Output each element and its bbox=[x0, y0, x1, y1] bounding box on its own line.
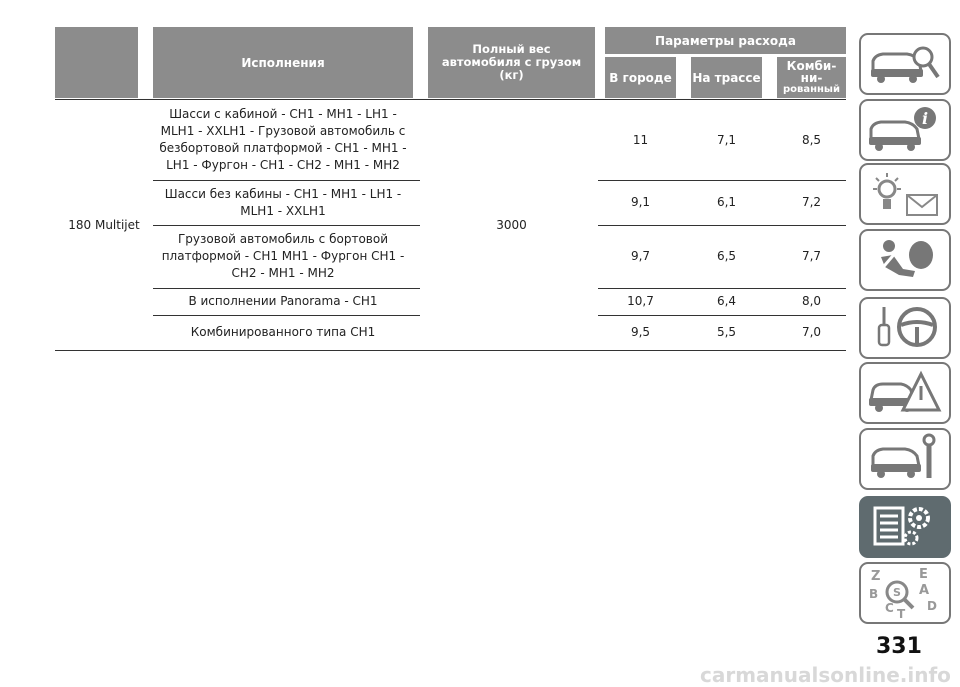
row-5-city: 9,5 bbox=[630, 324, 651, 339]
table-row-3-version bbox=[148, 226, 418, 287]
row-3-city: 9,7 bbox=[630, 249, 651, 263]
row-2-highway: 6,1 bbox=[716, 195, 737, 209]
header-divider bbox=[605, 55, 846, 56]
table-bottom-line bbox=[55, 350, 846, 351]
alphabet-index-icon bbox=[861, 564, 949, 622]
row-1-city: 11 bbox=[632, 132, 649, 147]
index-letter-t: T bbox=[897, 607, 906, 621]
header-highway: На трассе bbox=[691, 57, 762, 98]
side-tab-5[interactable] bbox=[859, 297, 951, 359]
car-wrench-icon bbox=[861, 430, 949, 488]
row-1-version-line-2: MLH1 - XXLH1 - Грузовой автомобиль с bbox=[160, 124, 406, 138]
header-combined bbox=[777, 57, 846, 98]
row-divider-values-2 bbox=[598, 225, 846, 226]
header-version: Исполнения bbox=[153, 27, 413, 98]
table-row-2-version bbox=[148, 181, 418, 224]
row-1-version-line-3: безбортовой платформой - CH1 - MH1 - bbox=[159, 141, 407, 155]
index-letter-s: S bbox=[893, 586, 901, 599]
row-divider-values-4 bbox=[598, 315, 846, 316]
row-1-version-line-4: LH1 - Фургон - CH1 - CH2 - MH1 - MH2 bbox=[166, 158, 400, 172]
specs-gears-icon bbox=[861, 498, 949, 556]
row-3-version-line-1: Грузовой автомобиль с бортовой bbox=[177, 232, 388, 246]
side-tab-3[interactable] bbox=[859, 163, 951, 225]
svg-text:i: i bbox=[921, 109, 929, 128]
page-number: 331 bbox=[876, 634, 922, 659]
index-letter-d: D bbox=[927, 599, 937, 613]
header-weight-line-2: автомобиля с грузом bbox=[441, 55, 582, 69]
header-engine-cell bbox=[55, 27, 138, 98]
row-1-combined: 8,5 bbox=[801, 132, 822, 147]
row-2-version-line-2: MLH1 - XXLH1 bbox=[240, 203, 326, 218]
car-info-icon bbox=[861, 101, 949, 159]
side-tab-7[interactable] bbox=[859, 428, 951, 490]
table-row-4-version: В исполнении Panorama - CH1 bbox=[188, 294, 378, 308]
header-city: В городе bbox=[605, 57, 676, 98]
row-4-highway: 6,4 bbox=[716, 294, 737, 308]
weight-cell: 3000 bbox=[496, 217, 527, 232]
header-weight bbox=[428, 27, 595, 98]
row-1-version-line-1: Шасси с кабиной - CH1 - MH1 - LH1 - bbox=[169, 107, 397, 121]
row-1-highway: 7,1 bbox=[716, 132, 737, 147]
side-tab-2[interactable] bbox=[859, 99, 951, 161]
row-divider-version-4 bbox=[153, 315, 420, 316]
key-steering-wheel-icon bbox=[861, 299, 949, 357]
side-tab-8-active[interactable] bbox=[859, 496, 951, 558]
index-letter-z: Z bbox=[871, 569, 881, 584]
row-5-highway: 5,5 bbox=[716, 324, 737, 339]
row-divider-version-3 bbox=[153, 288, 420, 289]
side-tab-1[interactable] bbox=[859, 33, 951, 95]
index-letter-c: C bbox=[885, 601, 894, 615]
header-combined-bottom: рованный bbox=[783, 83, 840, 95]
header-bottom-line bbox=[55, 99, 846, 100]
row-divider-values-1 bbox=[598, 180, 846, 181]
row-divider-values-3 bbox=[598, 288, 846, 289]
row-3-combined: 7,7 bbox=[801, 249, 822, 263]
side-tab-9[interactable] bbox=[859, 562, 951, 624]
row-3-version-line-2: платформой - CH1 MH1 - Фургон CH1 - bbox=[161, 249, 405, 263]
side-tab-6[interactable] bbox=[859, 362, 951, 424]
header-weight-line-1: Полный вес bbox=[472, 42, 551, 56]
row-5-combined: 7,0 bbox=[801, 324, 822, 339]
row-2-version-line-1: Шасси без кабины - CH1 - MH1 - LH1 - bbox=[164, 186, 402, 201]
row-2-combined: 7,2 bbox=[801, 195, 822, 209]
airbag-passenger-icon bbox=[861, 231, 949, 289]
row-divider-version-2 bbox=[153, 225, 420, 226]
header-consumption-params: Параметры расхода bbox=[605, 27, 846, 54]
engine-cell: 180 Multijet bbox=[68, 217, 140, 232]
header-weight-line-3: (кг) bbox=[499, 68, 524, 82]
row-divider-version-1 bbox=[153, 180, 420, 181]
watermark: carmanualsonline.info bbox=[700, 663, 951, 687]
car-search-icon bbox=[861, 35, 949, 93]
table-row-5-version: Комбинированного типа CH1 bbox=[190, 324, 376, 339]
car-warning-triangle-icon bbox=[861, 364, 949, 422]
table-row-1-version bbox=[148, 101, 418, 179]
row-2-city: 9,1 bbox=[630, 195, 651, 209]
row-4-combined: 8,0 bbox=[801, 294, 822, 308]
warning-light-mail-icon bbox=[861, 165, 949, 223]
side-tab-4[interactable] bbox=[859, 229, 951, 291]
index-letter-a: A bbox=[919, 583, 930, 598]
row-3-highway: 6,5 bbox=[716, 249, 737, 263]
row-4-city: 10,7 bbox=[627, 294, 654, 308]
index-letter-b: B bbox=[869, 587, 879, 601]
header-combined-top: Комби-ни- bbox=[786, 58, 837, 85]
row-3-version-line-3: CH2 - MH1 - MH2 bbox=[231, 266, 335, 280]
index-letter-e: E bbox=[919, 567, 928, 582]
